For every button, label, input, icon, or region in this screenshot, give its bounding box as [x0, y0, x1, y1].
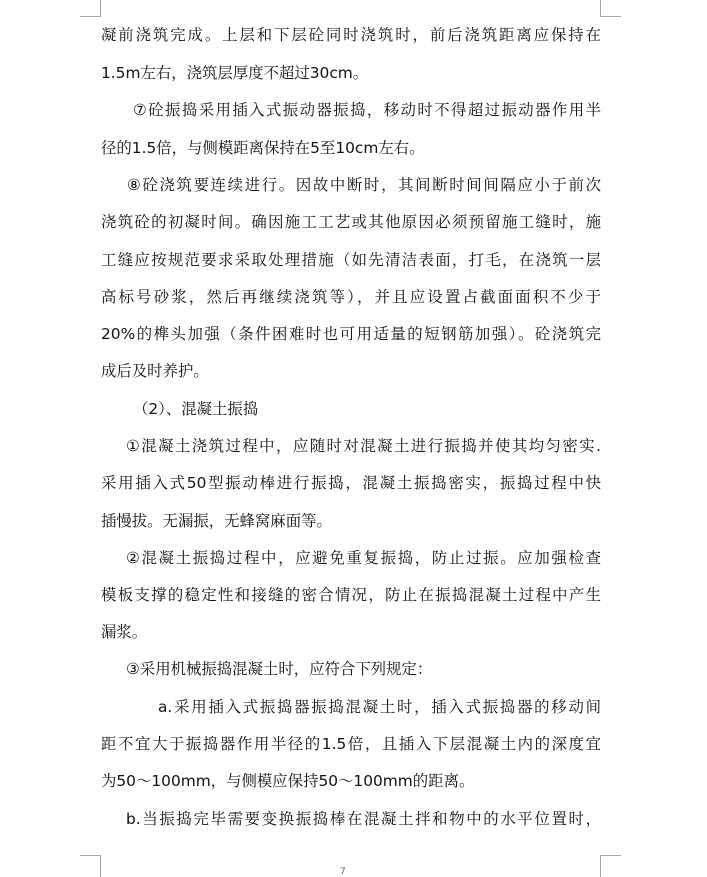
text-line: 插慢拔。无漏振，无蜂窝麻面等。: [101, 512, 332, 530]
text-line: ①混凝土浇筑过程中，应随时对混凝土进行振捣并使其均匀密实.: [126, 437, 601, 455]
page-corner-mark-top-left: [80, 0, 101, 17]
text-line: 1.5m左右，浇筑层厚度不超过30cm。: [101, 64, 369, 82]
section-heading: （2）、混凝土振捣: [133, 400, 259, 418]
text-line: ⑧砼浇筑要连续进行。因故中断时，其间断时间间隔应小于前次: [127, 176, 601, 194]
text-line: 距不宜大于振捣器作用半径的1.5倍，且插入下层混凝土内的深度宜: [101, 735, 601, 753]
text-line: 模板支撑的稳定性和接缝的密合情况，防止在振捣混凝土过程中产生: [101, 586, 601, 604]
page-corner-mark-bottom-left: [80, 855, 101, 877]
text-line: 漏浆。: [101, 623, 148, 641]
text-line: 高标号砂浆，然后再继续浇筑等），并且应设置占截面面积不少于: [101, 288, 601, 306]
text-line: 20%的榫头加强（条件困难时也可用适量的短钢筋加强）。砼浇筑完: [101, 325, 601, 343]
page-corner-mark-top-right: [600, 0, 621, 17]
page-number: 7: [340, 867, 346, 877]
page-corner-mark-bottom-right: [600, 855, 621, 877]
text-line: 径的1.5倍，与侧模距离保持在5至10cm左右。: [101, 139, 425, 157]
text-line: b.当振捣完毕需要变换振捣棒在混凝土拌和物中的水平位置时，: [126, 810, 601, 828]
text-line: a.采用插入式振捣器振捣混凝土时，插入式振捣器的移动间: [158, 698, 601, 716]
text-line: ⑦砼振捣采用插入式振动器振捣，移动时不得超过振动器作用半: [133, 101, 601, 119]
text-line: 凝前浇筑完成。上层和下层砼同时浇筑时，前后浇筑距离应保持在: [101, 26, 601, 44]
text-line: 成后及时养护。: [101, 362, 209, 380]
text-line: 浇筑砼的初凝时间。确因施工工艺或其他原因必须预留施工缝时，施: [101, 213, 601, 231]
text-line: 采用插入式50型振动棒进行振捣，混凝土振捣密实，振捣过程中快: [101, 474, 601, 492]
text-line: ③采用机械振捣混凝土时，应符合下列规定：: [126, 660, 433, 678]
text-line: ②混凝土振捣过程中，应避免重复振捣，防止过振。应加强检查: [126, 549, 601, 567]
text-line: 为50～100mm，与侧模应保持50～100mm的距离。: [101, 772, 475, 790]
text-line: 工缝应按规范要求采取处理措施（如先清洁表面，打毛，在浇筑一层: [101, 251, 601, 269]
